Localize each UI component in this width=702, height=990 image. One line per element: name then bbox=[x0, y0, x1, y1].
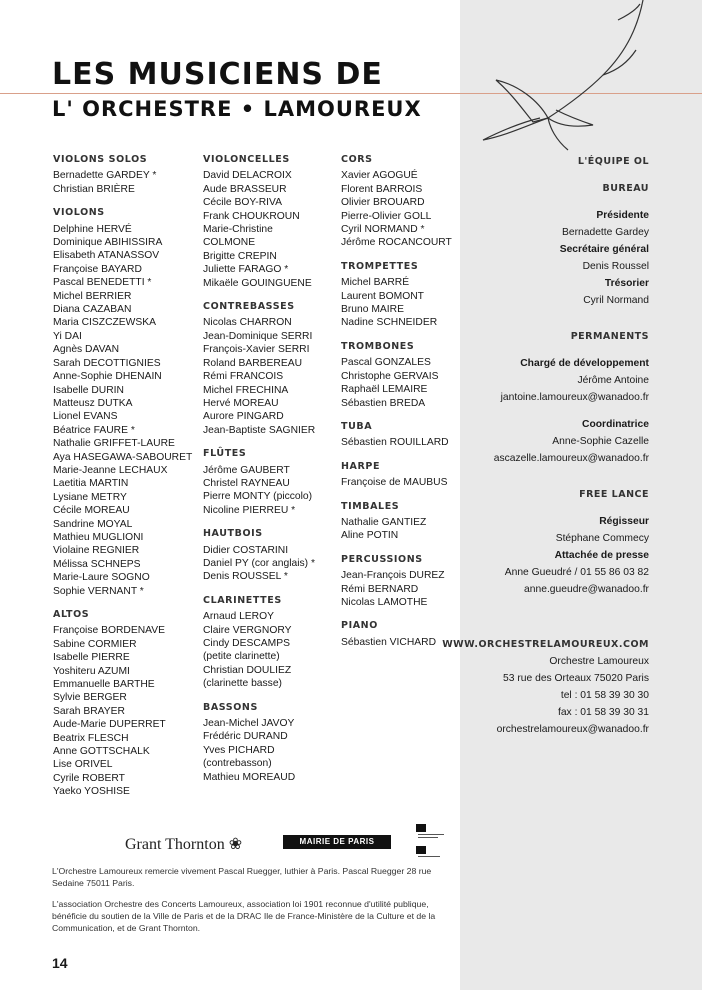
musician-name: Sabine CORMIER bbox=[53, 638, 137, 650]
musician-name: Aude BRASSEUR bbox=[203, 183, 287, 195]
regisseur-name: Stéphane Commecy bbox=[555, 533, 649, 544]
musician-name: Nicoline PIERREU * bbox=[203, 504, 296, 516]
musician-name: Lise ORIVEL bbox=[53, 759, 113, 771]
musician-name: Sarah DECOTTIGNIES bbox=[53, 357, 161, 369]
musician-name: Matteusz DUTKA bbox=[53, 397, 133, 409]
grant-thornton-text: Grant Thornton bbox=[125, 836, 225, 853]
musician-name: Jérôme ROCANCOURT bbox=[341, 237, 452, 249]
musician-name: Nicolas LAMOTHE bbox=[341, 596, 428, 608]
musician-name: Sébastien ROUILLARD bbox=[341, 437, 449, 449]
dev-label: Chargé de développement bbox=[520, 358, 649, 369]
musician-name: Aurore PINGARD bbox=[203, 411, 284, 423]
musician-name: Pascal GONZALES bbox=[341, 357, 431, 369]
musician-name: Frank CHOUKROUN bbox=[203, 210, 300, 222]
musician-name: Béatrice FAURE * bbox=[53, 424, 135, 436]
musician-name: Aline POTIN bbox=[341, 530, 399, 542]
musician-name: Florent BARROIS bbox=[341, 183, 423, 195]
musician-name: Delphine HERVÉ bbox=[53, 223, 132, 235]
musician-name: Didier COSTARINI bbox=[203, 544, 289, 556]
musician-name: Nicolas CHARRON bbox=[203, 317, 292, 329]
musician-name: Michel BERRIER bbox=[53, 290, 132, 302]
section-heading: PERCUSSIONS bbox=[341, 553, 423, 565]
musician-name: Roland BARBEREAU bbox=[203, 357, 303, 369]
musician-name: Françoise BAYARD bbox=[53, 263, 142, 275]
presse-name: Anne Gueudré / 01 55 86 03 82 bbox=[504, 567, 649, 578]
musician-name: Yi DAI bbox=[53, 330, 82, 342]
page-number: 14 bbox=[52, 955, 68, 971]
section-heading: BASSONS bbox=[203, 701, 258, 713]
section-heading: CONTREBASSES bbox=[203, 301, 295, 313]
musicians-column-2 bbox=[203, 153, 315, 784]
musician-name: Marie-Christine bbox=[203, 224, 273, 236]
musician-name: Sylvie BERGER bbox=[53, 692, 127, 704]
fax: fax : 01 58 39 30 31 bbox=[557, 707, 649, 718]
secretaire-label: Secrétaire général bbox=[559, 244, 649, 255]
section-heading: PIANO bbox=[341, 620, 378, 632]
section-heading: TROMBONES bbox=[341, 340, 415, 352]
section-heading: VIOLONS SOLOS bbox=[53, 154, 148, 165]
presidente-name: Bernadette Gardey bbox=[561, 227, 649, 238]
musician-name: Mathieu MOREAUD bbox=[203, 771, 296, 783]
section-heading: HARPE bbox=[341, 460, 381, 472]
section-heading: ALTOS bbox=[53, 609, 90, 620]
musician-name: Brigitte CREPIN bbox=[203, 250, 277, 262]
section-heading: TROMPETTES bbox=[341, 260, 419, 272]
section-heading: VIOLONCELLES bbox=[203, 154, 290, 165]
musician-name: Denis ROUSSEL * bbox=[203, 571, 288, 583]
ministere-culture-logo bbox=[416, 824, 446, 860]
page-subtitle: L' ORCHESTRE • LAMOUREUX bbox=[52, 97, 422, 121]
musician-name: Dominique ABIHISSIRA bbox=[53, 237, 163, 249]
musician-name: Michel FRECHINA bbox=[203, 384, 289, 396]
musician-name: Diana CAZABAN bbox=[53, 304, 132, 316]
association-note: L'association Orchestre des Concerts Lamoureux, association loi 1901 reconnue d'utilité publique, bénéficie du soutien de la Ville de Paris et de la DRAC Ile de France-Ministère de la Culture et de la Communication, et de Grant Thornton. bbox=[52, 899, 436, 933]
musician-name: Françoise BORDENAVE bbox=[53, 625, 165, 637]
musician-name: Christian DOULIEZ bbox=[203, 664, 292, 676]
musician-name: (contrebasson) bbox=[203, 758, 272, 770]
permanents-heading: PERMANENTS bbox=[570, 331, 649, 342]
musician-name: Sébastien VICHARD bbox=[341, 636, 436, 648]
section-heading: TIMBALES bbox=[341, 500, 400, 512]
musician-name: Christel RAYNEAU bbox=[203, 477, 290, 489]
musician-name: Marie-Jeanne LECHAUX bbox=[53, 464, 168, 476]
musician-name: Agnès DAVAN bbox=[53, 344, 120, 356]
address-line-2: 53 rue des Orteaux 75020 Paris bbox=[503, 673, 649, 684]
musician-name: Jean-François DUREZ bbox=[341, 570, 445, 582]
flower-illustration bbox=[478, 0, 678, 160]
section-heading: TUBA bbox=[341, 420, 373, 432]
musician-name: Jérôme GAUBERT bbox=[203, 464, 290, 476]
musician-name: Aude-Marie DUPERRET bbox=[53, 719, 166, 731]
musician-name: Elisabeth ATANASSOV bbox=[53, 250, 160, 262]
musician-name: Yves PICHARD bbox=[203, 744, 275, 756]
regisseur-label: Régisseur bbox=[599, 516, 649, 527]
musician-name: Mathieu MUGLIONI bbox=[53, 531, 144, 543]
musician-name: Sébastien BREDA bbox=[341, 397, 426, 409]
musician-name: Laurent BOMONT bbox=[341, 290, 424, 302]
coord-name: Anne-Sophie Cazelle bbox=[552, 436, 649, 447]
musician-name: Lysiane METRY bbox=[53, 491, 127, 503]
mairie-de-paris-logo: MAIRIE DE PARIS bbox=[283, 835, 391, 849]
musician-name: Xavier AGOGUÉ bbox=[341, 170, 418, 182]
musician-name: François-Xavier SERRI bbox=[203, 344, 310, 356]
musician-name: Cyrile ROBERT bbox=[53, 772, 125, 784]
musician-name: Cécile BOY-RIVA bbox=[203, 197, 282, 209]
musician-name: Jean-Michel JAVOY bbox=[203, 718, 295, 730]
musician-name: Pierre MONTY (piccolo) bbox=[203, 491, 313, 503]
section-heading: VIOLONS bbox=[53, 207, 105, 219]
musicians-column-1 bbox=[53, 153, 192, 799]
musician-name: Juliette FARAGO * bbox=[203, 264, 289, 276]
section-heading: HAUTBOIS bbox=[203, 528, 263, 540]
section-heading: CORS bbox=[341, 154, 373, 165]
coord-label: Coordinatrice bbox=[582, 419, 649, 430]
musician-name: Bernadette GARDEY * bbox=[53, 170, 157, 182]
musician-name: Hervé MOREAU bbox=[203, 397, 279, 409]
thanks-note: L'Orchestre Lamoureux remercie vivement Pascal Ruegger, luthier à Paris. Pascal Ruegger 28 rue Sedaine 75011 Paris. bbox=[52, 866, 432, 888]
musician-name: Pascal BENEDETTI * bbox=[53, 277, 152, 289]
musician-name: Mélissa SCHNEPS bbox=[53, 558, 141, 570]
musician-name: Sandrine MOYAL bbox=[53, 518, 133, 530]
musician-name: Nathalie GANTIEZ bbox=[341, 516, 427, 528]
musician-name: David DELACROIX bbox=[203, 170, 292, 182]
presidente-label: Présidente bbox=[596, 210, 649, 221]
presse-label: Attachée de presse bbox=[554, 550, 649, 561]
musician-name: Christian BRIÈRE bbox=[53, 183, 135, 195]
musician-name: Emmanuelle BARTHE bbox=[53, 679, 155, 691]
musician-name: Nathalie GRIFFET-LAURE bbox=[53, 438, 175, 450]
musician-name: Marie-Laure SOGNO bbox=[53, 572, 150, 584]
bureau-heading: BUREAU bbox=[602, 183, 649, 194]
musician-name: Nadine SCHNEIDER bbox=[341, 317, 438, 329]
musician-name: (petite clarinette) bbox=[203, 651, 280, 663]
musician-name: Anne GOTTSCHALK bbox=[53, 746, 150, 758]
musician-name: Maria CISZCZEWSKA bbox=[53, 317, 156, 329]
tresorier-label: Trésorier bbox=[604, 278, 649, 289]
musician-name: Yoshiteru AZUMI bbox=[53, 665, 130, 677]
musician-name: Rémi BERNARD bbox=[341, 583, 419, 595]
staff-column bbox=[429, 153, 649, 738]
dev-email[interactable]: jantoine.lamoureux@wanadoo.fr bbox=[500, 392, 649, 403]
page-title: LES MUSICIENS DE bbox=[52, 57, 383, 92]
musician-name: Frédéric DURAND bbox=[203, 731, 288, 743]
musician-name: Jean-Baptiste SAGNIER bbox=[203, 424, 316, 436]
presse-email[interactable]: anne.gueudre@wanadoo.fr bbox=[524, 584, 649, 595]
musician-name: Raphaël LEMAIRE bbox=[341, 384, 428, 396]
musician-name: Pierre-Olivier GOLL bbox=[341, 210, 432, 222]
dev-name: Jérôme Antoine bbox=[577, 375, 649, 386]
musician-name: Beatrix FLESCH bbox=[53, 732, 129, 744]
musician-name: Aya HASEGAWA-SABOURET bbox=[53, 451, 193, 463]
musician-name: Cindy DESCAMPS bbox=[203, 638, 290, 649]
musician-name: Rémi FRANCOIS bbox=[203, 371, 284, 383]
sponsor-logos bbox=[0, 820, 702, 860]
musician-name: Sophie VERNANT * bbox=[53, 585, 144, 597]
contact-email[interactable]: orchestrelamoureux@wanadoo.fr bbox=[496, 724, 649, 735]
team-heading: L'ÉQUIPE OL bbox=[577, 156, 649, 167]
coord-email[interactable]: ascazelle.lamoureux@wanadoo.fr bbox=[493, 453, 649, 464]
musician-name: Michel BARRÉ bbox=[341, 277, 410, 289]
musician-name: COLMONE bbox=[203, 237, 256, 249]
musician-name: Mikaële GOUINGUENE bbox=[203, 277, 312, 289]
musician-name: Isabelle DURIN bbox=[53, 384, 124, 396]
musician-name: Bruno MAIRE bbox=[341, 304, 404, 316]
musician-name: Olivier BROUARD bbox=[341, 197, 425, 209]
telephone: tel : 01 58 39 30 30 bbox=[560, 690, 649, 701]
freelance-heading: FREE LANCE bbox=[579, 489, 649, 500]
musician-name: Cyril NORMAND * bbox=[341, 224, 425, 236]
musician-name: Françoise de MAUBUS bbox=[341, 477, 448, 489]
musician-name: Sarah BRAYER bbox=[53, 705, 125, 717]
tresorier-name: Cyril Normand bbox=[583, 295, 649, 306]
musician-name: Arnaud LEROY bbox=[203, 611, 274, 623]
musician-name: Christophe GERVAIS bbox=[341, 370, 439, 382]
section-heading: CLARINETTES bbox=[203, 594, 282, 606]
musician-name: Jean-Dominique SERRI bbox=[203, 330, 313, 342]
website-link[interactable]: WWW.ORCHESTRELAMOUREUX.COM bbox=[442, 639, 649, 650]
section-heading: FLÛTES bbox=[203, 448, 247, 460]
musician-name: Daniel PY (cor anglais) * bbox=[203, 557, 315, 569]
grant-thornton-logo bbox=[125, 834, 242, 854]
musician-name: (clarinette basse) bbox=[203, 678, 282, 690]
musician-name: Anne-Sophie DHENAIN bbox=[53, 371, 162, 383]
musician-name: Lionel EVANS bbox=[53, 411, 118, 423]
address-line-1: Orchestre Lamoureux bbox=[549, 656, 649, 667]
secretaire-name: Denis Roussel bbox=[582, 261, 649, 272]
musician-name: Cécile MOREAU bbox=[53, 505, 130, 517]
musician-name: Claire VERGNORY bbox=[203, 624, 292, 636]
musician-name: Laetitia MARTIN bbox=[53, 478, 129, 490]
musician-name: Violaine REGNIER bbox=[53, 545, 140, 557]
musician-name: Isabelle PIERRE bbox=[53, 652, 130, 664]
grant-thornton-symbol-icon: ❀ bbox=[228, 836, 243, 853]
musician-name: Yaeko YOSHISE bbox=[53, 786, 130, 798]
